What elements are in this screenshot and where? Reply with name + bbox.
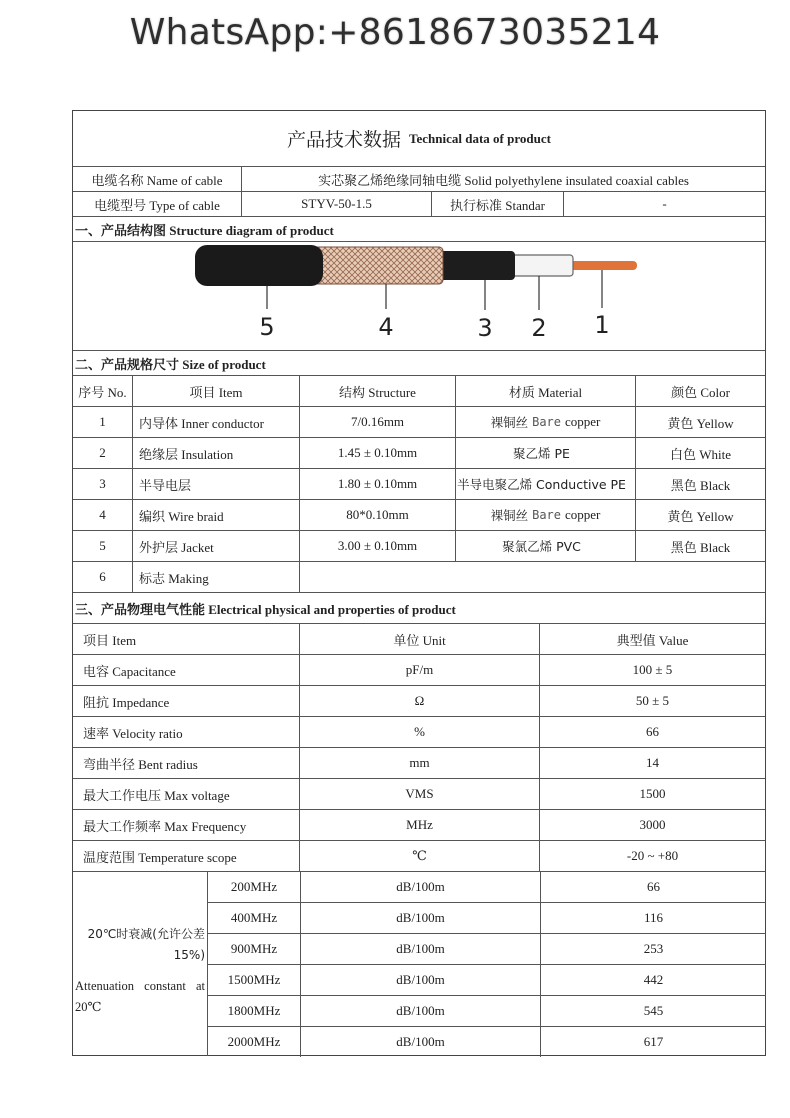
attn-cell-freq: 2000MHz: [227, 1034, 281, 1049]
technical-data-sheet: [72, 110, 766, 1056]
size-cell-no: 1: [99, 414, 106, 429]
diagram-label-4: 4: [378, 313, 394, 341]
attenuation-rows: [207, 872, 766, 1056]
attn-cell-value: 253: [540, 934, 766, 964]
elec-cell-item: 温度范围 Temperature scope: [83, 849, 237, 865]
material-en: copper: [565, 507, 601, 522]
elec-table-row: [73, 717, 765, 748]
cable-name-row: [73, 167, 765, 192]
cable-type-value: STYV-50-1.5: [241, 192, 431, 216]
structure-diagram-row: [73, 242, 765, 351]
elec-cell-unit: %: [299, 717, 539, 747]
attn-cell-unit: dB/100m: [300, 965, 540, 995]
attenuation-row: [208, 872, 766, 903]
title-cn: 产品技术数据: [287, 129, 402, 151]
attn-cell-freq: 900MHz: [230, 941, 278, 956]
elec-cell-value: 14: [539, 748, 765, 778]
attenuation-label-en: Attenuation constant at 20℃: [75, 979, 205, 1014]
diagram-label-1: 1: [594, 311, 610, 339]
diagram-label-3: 3: [477, 314, 493, 342]
section-structure-title: 一、产品结构图 Structure diagram of product: [75, 222, 334, 238]
material-mono: Bare: [532, 415, 562, 429]
size-cell-material: [455, 469, 635, 499]
attn-cell-value: 617: [540, 1027, 766, 1057]
material-cn: 聚氯乙烯 PVC: [502, 539, 581, 554]
size-cell-material: [455, 407, 635, 437]
size-table-row: [73, 469, 765, 500]
attn-cell-unit: dB/100m: [300, 934, 540, 964]
attn-cell-unit: dB/100m: [300, 1027, 540, 1057]
cable-name-label: 电缆名称 Name of cable: [91, 172, 223, 188]
size-col-structure: 结构 Structure: [299, 376, 455, 406]
elec-col-item: 项目 Item: [83, 632, 137, 648]
title-en: Technical data of product: [409, 130, 551, 146]
attn-cell-unit: dB/100m: [300, 996, 540, 1026]
size-cell-structure: 1.45 ± 0.10mm: [299, 438, 455, 468]
attenuation-label-cn: 20℃时衰减(允许公差 15%): [87, 927, 205, 962]
diagram-jacket: [195, 245, 323, 286]
cable-structure-diagram: [73, 242, 765, 350]
cable-name-value: 实芯聚乙烯绝缘同轴电缆 Solid polyethylene insulated coaxial cables: [241, 167, 765, 191]
elec-cell-item: 最大工作电压 Max voltage: [83, 787, 230, 803]
section-electrical-header: [73, 593, 765, 624]
size-cell-material: [455, 438, 635, 468]
elec-col-value: 典型值 Value: [539, 624, 765, 654]
size-table-header: [73, 376, 765, 407]
size-cell-structure: 3.00 ± 0.10mm: [299, 531, 455, 561]
material-mono: Bare: [532, 508, 562, 522]
attn-cell-unit: dB/100m: [300, 903, 540, 933]
size-col-item: 项目 Item: [132, 376, 299, 406]
size-cell-no: 3: [99, 476, 106, 491]
diagram-braid: [313, 247, 443, 284]
attn-cell-value: 545: [540, 996, 766, 1026]
size-table-row: [73, 500, 765, 531]
attn-cell-freq: 1800MHz: [227, 1003, 281, 1018]
size-cell-item: 内导体 Inner conductor: [132, 407, 299, 437]
size-table-row: [73, 562, 765, 593]
elec-cell-item: 最大工作频率 Max Frequency: [83, 818, 247, 834]
size-cell-structure: 80*0.10mm: [299, 500, 455, 530]
attn-cell-value: 116: [540, 903, 766, 933]
elec-table-row: [73, 810, 765, 841]
section-electrical-title: 三、产品物理电气性能 Electrical physical and properties of product: [75, 601, 456, 617]
whatsapp-watermark: WhatsApp:+8618673035214: [129, 12, 661, 53]
material-cn: 裸铜丝: [490, 415, 529, 430]
standard-value: -: [563, 192, 765, 216]
elec-cell-item: 阻抗 Impedance: [83, 694, 170, 710]
size-cell-color: 黄色 Yellow: [635, 500, 765, 530]
size-cell-color: 黑色 Black: [635, 469, 765, 499]
page-title: [73, 111, 765, 166]
size-cell-no: 2: [99, 445, 106, 460]
elec-cell-value: 1500: [539, 779, 765, 809]
size-col-color: 颜色 Color: [635, 376, 765, 406]
elec-table-row: [73, 686, 765, 717]
attenuation-label: [73, 872, 207, 1056]
elec-cell-unit: ℃: [299, 841, 539, 871]
size-cell-no: 4: [99, 507, 106, 522]
elec-cell-unit: VMS: [299, 779, 539, 809]
material-cn: 聚乙烯 PE: [513, 446, 570, 461]
size-cell-material: [455, 500, 635, 530]
size-cell-color: 黑色 Black: [635, 531, 765, 561]
attenuation-block: [73, 872, 765, 1056]
diagram-insulation: [505, 255, 573, 276]
size-cell-color: 白色 White: [635, 438, 765, 468]
section-structure-header: [73, 217, 765, 242]
attn-cell-freq: 400MHz: [230, 910, 278, 925]
elec-cell-item: 弯曲半径 Bent radius: [83, 756, 198, 772]
elec-table-row: [73, 655, 765, 686]
elec-cell-unit: Ω: [299, 686, 539, 716]
elec-cell-value: 50 ± 5: [539, 686, 765, 716]
size-table-row: [73, 407, 765, 438]
size-table-row: [73, 438, 765, 469]
elec-cell-unit: pF/m: [299, 655, 539, 685]
elec-cell-item: 速率 Velocity ratio: [83, 725, 183, 741]
elec-cell-value: 66: [539, 717, 765, 747]
attn-cell-value: 442: [540, 965, 766, 995]
elec-table-row: [73, 841, 765, 872]
size-cell-making-blank: [299, 562, 765, 592]
size-col-no: 序号 No.: [78, 384, 127, 400]
size-cell-structure: 7/0.16mm: [299, 407, 455, 437]
elec-table-row: [73, 779, 765, 810]
size-col-material: 材质 Material: [455, 376, 635, 406]
size-cell-structure: 1.80 ± 0.10mm: [299, 469, 455, 499]
attn-cell-unit: dB/100m: [300, 872, 540, 902]
attenuation-row: [208, 1027, 766, 1057]
elec-cell-unit: MHz: [299, 810, 539, 840]
attenuation-row: [208, 903, 766, 934]
attenuation-row: [208, 996, 766, 1027]
diagram-label-2: 2: [531, 314, 547, 342]
elec-cell-item: 电容 Capacitance: [83, 663, 176, 679]
attn-cell-freq: 200MHz: [230, 879, 278, 894]
attenuation-row: [208, 934, 766, 965]
size-cell-no: 6: [99, 569, 106, 584]
diagram-semi-conductive: [433, 251, 515, 280]
diagram-label-5: 5: [259, 313, 275, 341]
standard-label: 执行标准 Standar: [431, 192, 563, 216]
size-cell-item: 半导电层: [132, 469, 299, 499]
diagram-conductor: [565, 261, 637, 270]
elec-cell-unit: mm: [299, 748, 539, 778]
title-row: [73, 111, 765, 167]
attn-cell-value: 66: [540, 872, 766, 902]
material-en: copper: [565, 414, 601, 429]
section-size-header: [73, 351, 765, 376]
elec-col-unit: 单位 Unit: [299, 624, 539, 654]
material-cn: 半导电聚乙烯 Conductive PE: [457, 477, 626, 492]
cable-type-label: 电缆型号 Type of cable: [94, 197, 220, 213]
attenuation-row: [208, 965, 766, 996]
attn-cell-freq: 1500MHz: [227, 972, 281, 987]
elec-cell-value: 100 ± 5: [539, 655, 765, 685]
size-cell-item: 外护层 Jacket: [132, 531, 299, 561]
elec-table-row: [73, 748, 765, 779]
material-cn: 裸铜丝: [490, 508, 529, 523]
elec-cell-value: 3000: [539, 810, 765, 840]
elec-cell-value: -20 ~ +80: [539, 841, 765, 871]
size-cell-color: 黄色 Yellow: [635, 407, 765, 437]
size-cell-material: [455, 531, 635, 561]
cable-type-row: [73, 192, 765, 217]
size-table-row: [73, 531, 765, 562]
size-cell-item: 标志 Making: [132, 562, 299, 592]
section-size-title: 二、产品规格尺寸 Size of product: [75, 356, 266, 372]
size-cell-no: 5: [99, 538, 106, 553]
size-cell-item: 绝缘层 Insulation: [132, 438, 299, 468]
elec-table-header: [73, 624, 765, 655]
size-cell-item: 编织 Wire braid: [132, 500, 299, 530]
